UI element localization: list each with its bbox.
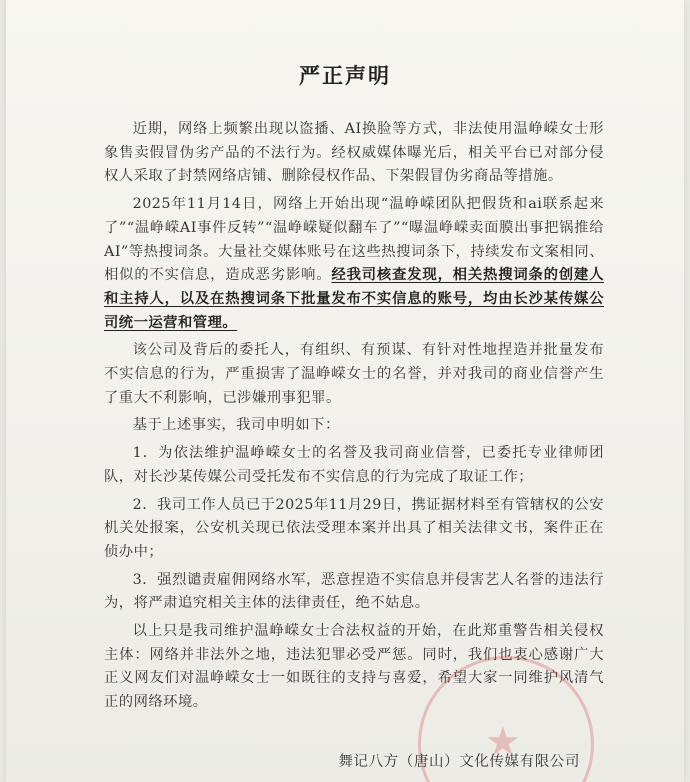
paragraph-company-act: 该公司及背后的委托人，有组织、有预谋、有针对性地捏造并批量发布不实信息的行为，严重损害了温峥嵘女士的名誉，并对我司的商业信誉产生了重大不利影响，已涉嫌刑事犯罪。 xyxy=(104,342,604,406)
paragraph-closing: 以上只是我司维护温峥嵘女士合法权益的开始，在此郑重警告相关侵权主体：网络并非法外之地，违法犯罪必受严惩。同时，我们也衷心感谢广大正义网友们对温峥嵘女士一如既往的支持与喜爱，希望大家一同维护风清气正的网络环境。 xyxy=(104,623,604,711)
company-signature: 舞记八方（唐山）文化传媒有限公司 xyxy=(338,754,580,770)
page-title: 严正声明 xyxy=(299,63,391,88)
paragraph-intro: 近期，网络上频繁出现以盗播、AI换脸等方式，非法使用温峥嵘女士形象售卖假冒伪劣产品的不法行为。经权威媒体曝光后，相关平台已对部分侵权人采取了封禁网络店铺、删除侵权作品、下架假冒伪劣商品等措施。 xyxy=(104,121,604,185)
statement-body xyxy=(104,118,604,715)
declaration-item-2: 2．我司工作人员已于2025年11月29日，携证据材料至有管辖权的公安机关处报案，公安机关现已依法受理本案并出具了相关法律文书，案件正在侦办中； xyxy=(104,496,604,560)
paragraph-declaration-lead: 基于上述事实，我司申明如下： xyxy=(132,417,340,434)
paragraph-finding-underlined: 经我司核查发现，相关热搜词条的创建人和主持人，以及在热搜词条下批量发布不实信息的账号，均由长沙某传媒公司统一运营和管理。 xyxy=(104,267,604,331)
seal-star-icon: ★ xyxy=(485,719,521,765)
paragraph-hot-search-text: 2025年11月14日，网络上开始出现“温峥嵘团队把假货和ai联系起来了”“温峥嵘AI事件反转”“温峥嵘疑似翻车了”“曝温峥嵘卖面膜出事把锅推给AI”等热搜词条。大量社交媒体账号在这些热搜词条下，持续发布文案相同、相似的不实信息，造成恶劣影响。 xyxy=(104,196,604,284)
paragraph-hot-search xyxy=(104,193,604,335)
declaration-item-3: 3．强烈谴责雇佣网络水军，恶意捏造不实信息并侵害艺人名誉的违法行为，将严肃追究相关主体的法律责任，绝不姑息。 xyxy=(104,571,604,612)
declaration-item-1: 1．为依法维护温峥嵘女士的名誉及我司商业信誉，已委托专业律师团队，对长沙某传媒公司受托发布不实信息的行为完成了取证工作； xyxy=(104,445,604,485)
document-page xyxy=(6,0,684,782)
